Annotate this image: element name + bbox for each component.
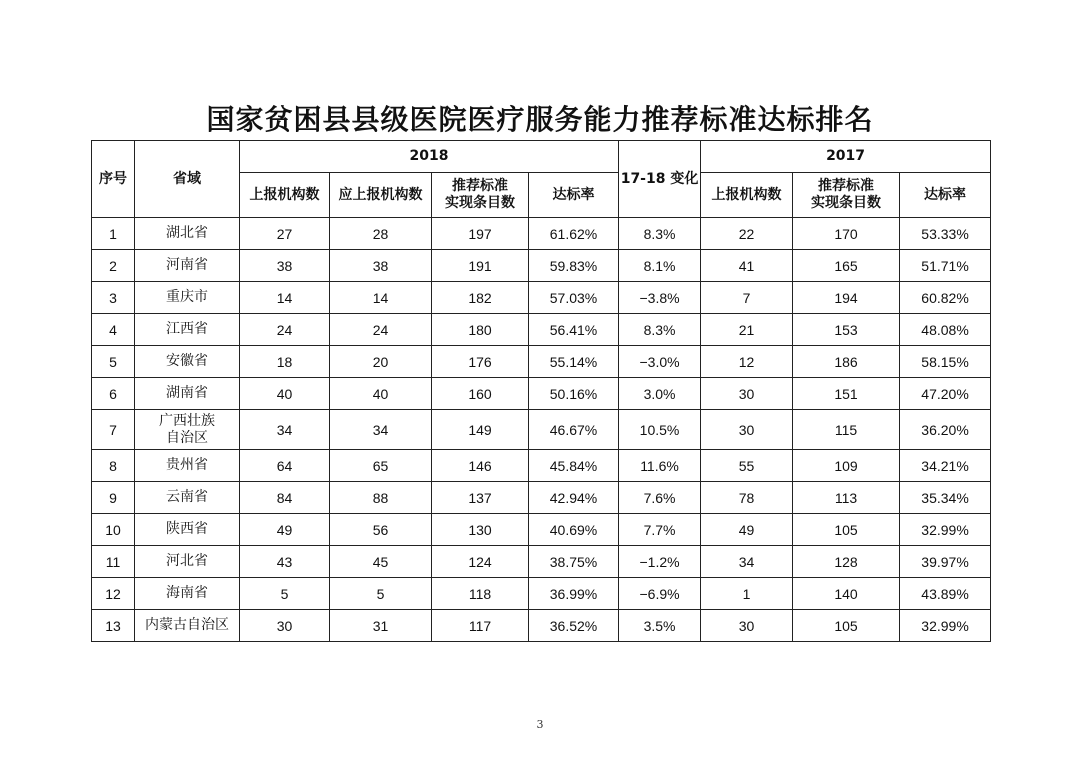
cell-reported-2018: 27 [240, 218, 330, 250]
cell-reported-2017: 7 [701, 282, 793, 314]
cell-reported-2017: 30 [701, 410, 793, 450]
cell-reported-2018: 34 [240, 410, 330, 450]
cell-province: 湖南省 [135, 378, 240, 410]
table-header [92, 141, 991, 218]
cell-province [135, 410, 240, 450]
cell-items-2018: 176 [432, 346, 529, 378]
cell-should-report-2018: 38 [330, 250, 432, 282]
cell-items-2018: 197 [432, 218, 529, 250]
cell-items-2017: 105 [793, 514, 900, 546]
cell-items-2018: 160 [432, 378, 529, 410]
cell-rate-2017: 35.34% [900, 482, 991, 514]
table-row [92, 346, 991, 378]
cell-change: 7.6% [619, 482, 701, 514]
cell-index: 10 [92, 514, 135, 546]
header-year-2018: 2018 [240, 141, 619, 173]
table-row [92, 314, 991, 346]
cell-reported-2018: 5 [240, 578, 330, 610]
cell-index: 11 [92, 546, 135, 578]
header-reported-2017: 上报机构数 [701, 173, 793, 218]
cell-rate-2017: 47.20% [900, 378, 991, 410]
cell-change: 8.1% [619, 250, 701, 282]
cell-province: 云南省 [135, 482, 240, 514]
cell-province: 河南省 [135, 250, 240, 282]
cell-rate-2017: 48.08% [900, 314, 991, 346]
cell-should-report-2018: 24 [330, 314, 432, 346]
cell-should-report-2018: 20 [330, 346, 432, 378]
cell-rate-2017: 58.15% [900, 346, 991, 378]
cell-rate-2018: 42.94% [529, 482, 619, 514]
header-recommended-items-2017 [793, 173, 900, 218]
cell-items-2018: 149 [432, 410, 529, 450]
cell-should-report-2018: 28 [330, 218, 432, 250]
cell-reported-2018: 24 [240, 314, 330, 346]
cell-reported-2017: 30 [701, 610, 793, 642]
cell-rate-2018: 50.16% [529, 378, 619, 410]
header-reported-2018: 上报机构数 [240, 173, 330, 218]
cell-index: 13 [92, 610, 135, 642]
cell-items-2017: 105 [793, 610, 900, 642]
cell-reported-2017: 55 [701, 450, 793, 482]
cell-should-report-2018: 88 [330, 482, 432, 514]
table-row [92, 482, 991, 514]
cell-rate-2017: 34.21% [900, 450, 991, 482]
cell-rate-2017: 32.99% [900, 514, 991, 546]
cell-should-report-2018: 40 [330, 378, 432, 410]
cell-rate-2017: 39.97% [900, 546, 991, 578]
cell-items-2018: 124 [432, 546, 529, 578]
cell-change: 3.5% [619, 610, 701, 642]
table-row [92, 218, 991, 250]
cell-province: 内蒙古自治区 [135, 610, 240, 642]
cell-index: 9 [92, 482, 135, 514]
cell-change: 8.3% [619, 314, 701, 346]
cell-items-2017: 153 [793, 314, 900, 346]
table-row [92, 546, 991, 578]
table-row [92, 578, 991, 610]
cell-change: 7.7% [619, 514, 701, 546]
cell-reported-2018: 84 [240, 482, 330, 514]
cell-province: 江西省 [135, 314, 240, 346]
cell-rate-2017: 51.71% [900, 250, 991, 282]
table-row [92, 410, 991, 450]
table-row [92, 610, 991, 642]
ranking-table [91, 140, 991, 642]
cell-rate-2018: 46.67% [529, 410, 619, 450]
cell-reported-2017: 30 [701, 378, 793, 410]
cell-index: 12 [92, 578, 135, 610]
cell-reported-2017: 12 [701, 346, 793, 378]
cell-change: 3.0% [619, 378, 701, 410]
header-index: 序号 [92, 141, 135, 218]
cell-rate-2017: 36.20% [900, 410, 991, 450]
cell-reported-2018: 18 [240, 346, 330, 378]
header-should-report-2018: 应上报机构数 [330, 173, 432, 218]
cell-reported-2017: 22 [701, 218, 793, 250]
header-recommended-line1: 推荐标准 [452, 178, 508, 194]
cell-reported-2018: 14 [240, 282, 330, 314]
table-row [92, 378, 991, 410]
cell-rate-2018: 59.83% [529, 250, 619, 282]
cell-province: 重庆市 [135, 282, 240, 314]
table-body [92, 218, 991, 642]
cell-reported-2017: 34 [701, 546, 793, 578]
cell-items-2017: 109 [793, 450, 900, 482]
cell-rate-2018: 36.52% [529, 610, 619, 642]
cell-rate-2018: 38.75% [529, 546, 619, 578]
cell-index: 6 [92, 378, 135, 410]
cell-items-2017: 113 [793, 482, 900, 514]
cell-items-2017: 140 [793, 578, 900, 610]
cell-should-report-2018: 14 [330, 282, 432, 314]
cell-change: 11.6% [619, 450, 701, 482]
cell-index: 4 [92, 314, 135, 346]
cell-items-2018: 118 [432, 578, 529, 610]
cell-province: 安徽省 [135, 346, 240, 378]
cell-change: −3.8% [619, 282, 701, 314]
header-rate-2018: 达标率 [529, 173, 619, 218]
cell-province: 海南省 [135, 578, 240, 610]
header-recommended-line2: 实现条目数 [445, 195, 515, 211]
cell-index: 8 [92, 450, 135, 482]
cell-province: 湖北省 [135, 218, 240, 250]
cell-index: 5 [92, 346, 135, 378]
cell-province: 河北省 [135, 546, 240, 578]
table-row [92, 450, 991, 482]
cell-change: 8.3% [619, 218, 701, 250]
cell-index: 3 [92, 282, 135, 314]
cell-should-report-2018: 56 [330, 514, 432, 546]
cell-index: 2 [92, 250, 135, 282]
cell-reported-2017: 78 [701, 482, 793, 514]
cell-reported-2017: 21 [701, 314, 793, 346]
cell-change: 10.5% [619, 410, 701, 450]
cell-reported-2018: 40 [240, 378, 330, 410]
header-recommended-line1: 推荐标准 [818, 178, 875, 194]
cell-rate-2017: 43.89% [900, 578, 991, 610]
cell-items-2018: 182 [432, 282, 529, 314]
header-year-2017: 2017 [701, 141, 991, 173]
cell-rate-2017: 60.82% [900, 282, 991, 314]
cell-reported-2018: 64 [240, 450, 330, 482]
cell-items-2017: 151 [793, 378, 900, 410]
cell-should-report-2018: 5 [330, 578, 432, 610]
table-row [92, 282, 991, 314]
cell-rate-2017: 53.33% [900, 218, 991, 250]
cell-reported-2018: 43 [240, 546, 330, 578]
cell-items-2017: 128 [793, 546, 900, 578]
cell-rate-2018: 45.84% [529, 450, 619, 482]
cell-reported-2018: 30 [240, 610, 330, 642]
cell-rate-2018: 57.03% [529, 282, 619, 314]
cell-rate-2018: 55.14% [529, 346, 619, 378]
cell-reported-2017: 49 [701, 514, 793, 546]
header-recommended-line2: 实现条目数 [811, 195, 882, 211]
province-line2: 自治区 [166, 429, 208, 446]
cell-should-report-2018: 65 [330, 450, 432, 482]
cell-province: 贵州省 [135, 450, 240, 482]
cell-rate-2018: 56.41% [529, 314, 619, 346]
cell-items-2018: 137 [432, 482, 529, 514]
cell-rate-2018: 40.69% [529, 514, 619, 546]
cell-rate-2018: 36.99% [529, 578, 619, 610]
cell-province: 陕西省 [135, 514, 240, 546]
cell-items-2018: 146 [432, 450, 529, 482]
cell-items-2018: 117 [432, 610, 529, 642]
cell-items-2018: 180 [432, 314, 529, 346]
cell-reported-2018: 38 [240, 250, 330, 282]
cell-items-2018: 191 [432, 250, 529, 282]
cell-reported-2017: 41 [701, 250, 793, 282]
cell-change: −6.9% [619, 578, 701, 610]
page-number: 3 [536, 718, 544, 731]
header-change: 17-18 变化 [619, 141, 701, 218]
cell-reported-2017: 1 [701, 578, 793, 610]
cell-items-2017: 186 [793, 346, 900, 378]
header-rate-2017: 达标率 [900, 173, 991, 218]
cell-items-2017: 165 [793, 250, 900, 282]
table-row [92, 514, 991, 546]
table-row [92, 250, 991, 282]
cell-items-2018: 130 [432, 514, 529, 546]
cell-should-report-2018: 45 [330, 546, 432, 578]
cell-items-2017: 170 [793, 218, 900, 250]
cell-change: −1.2% [619, 546, 701, 578]
page-title: 国家贫困县县级医院医疗服务能力推荐标准达标排名 [206, 103, 874, 136]
cell-index: 1 [92, 218, 135, 250]
cell-should-report-2018: 34 [330, 410, 432, 450]
cell-reported-2018: 49 [240, 514, 330, 546]
province-line1: 广西壮族 [159, 412, 215, 429]
cell-items-2017: 115 [793, 410, 900, 450]
cell-rate-2018: 61.62% [529, 218, 619, 250]
cell-items-2017: 194 [793, 282, 900, 314]
cell-rate-2017: 32.99% [900, 610, 991, 642]
header-province: 省域 [135, 141, 240, 218]
header-recommended-items-2018 [432, 173, 529, 218]
cell-change: −3.0% [619, 346, 701, 378]
cell-should-report-2018: 31 [330, 610, 432, 642]
cell-index: 7 [92, 410, 135, 450]
